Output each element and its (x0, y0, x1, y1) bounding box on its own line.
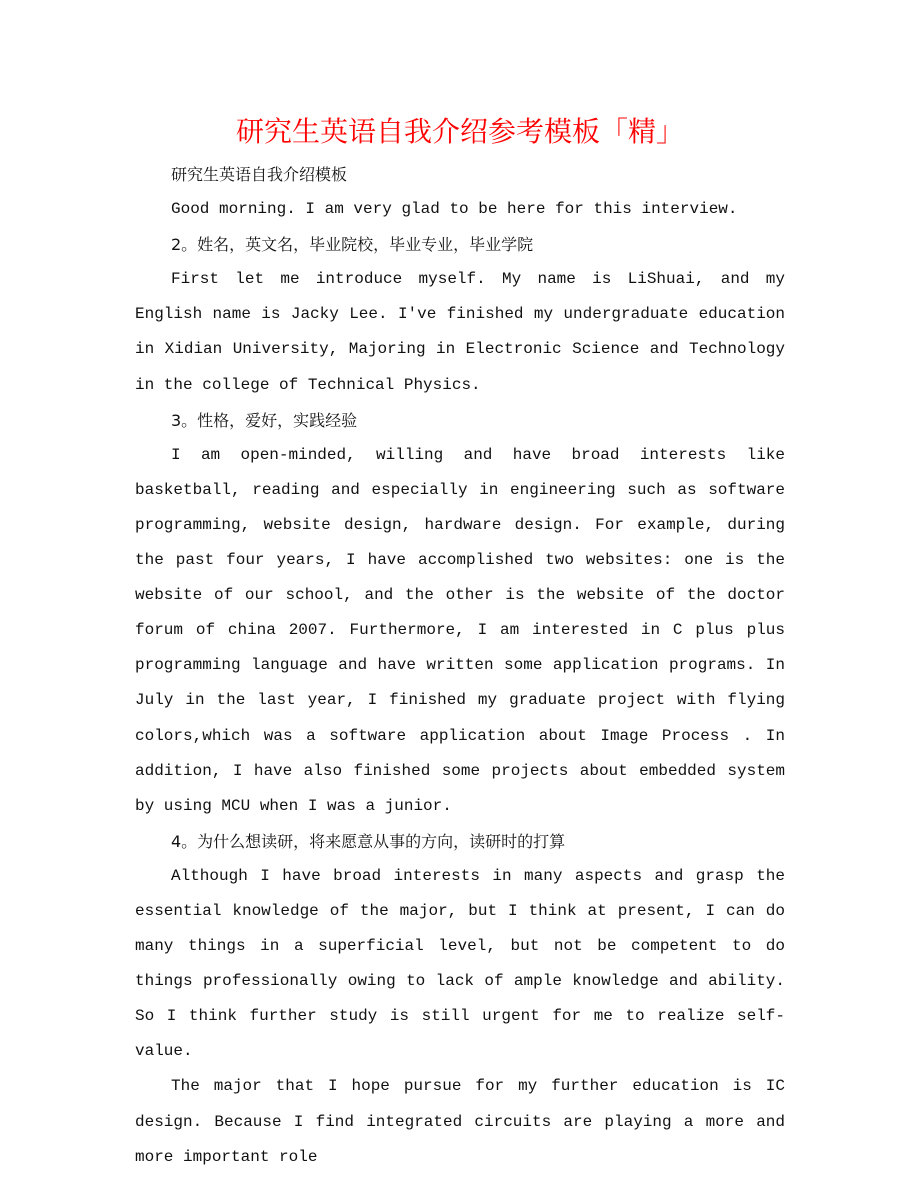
section-heading-3: 3。性格，爱好，实践经验 (171, 410, 358, 430)
subtitle: 研究生英语自我介绍模板 (171, 165, 348, 184)
paragraph-introduction: First let me introduce myself. My name is LiShuai, and my English name is Jacky Lee. I've finished my undergraduate education in Xidian University, Majoring in Electronic Science and Technology in the college of Technical Physics. (135, 270, 785, 394)
paragraph-major: The major that I hope pursue for my further education is IC design. Because I find integrated circuits are playing a more and more important role (135, 1077, 785, 1166)
section-heading-4: 4。为什么想读研，将来愿意从事的方向，读研时的打算 (171, 831, 566, 851)
paragraph-greeting: Good morning. I am very glad to be here for this interview. (171, 200, 738, 219)
document-body (135, 157, 785, 1175)
paragraph-motivation: Although I have broad interests in many aspects and grasp the essential knowledge of the major, but I think at present, I can do many things in a superficial level, but not be competent to do things professionally owing to lack of ample knowledge and ability. So I think further study is still urgent for me to realize self-value. (135, 866, 785, 1061)
document-title: 研究生英语自我介绍参考模板「精」 (235, 115, 684, 148)
paragraph-personality: I am open-minded, willing and have broad interests like basketball, reading and especially in engineering such as software programming, website design, hardware design. For example, during the past four years, I have accomplished two websites: one is the website of our school, and the other is the website of the doctor forum of china 2007. Furthermore, I am interested in C plus plus programming language and have written some application programs. In July in the last year, I finished my graduate project with flying colors,which was a software application about Image Process . In addition, I have also finished some projects about embedded system by using MCU when I was a junior. (135, 445, 785, 815)
section-heading-2: 2。姓名，英文名，毕业院校，毕业专业，毕业学院 (171, 235, 534, 255)
